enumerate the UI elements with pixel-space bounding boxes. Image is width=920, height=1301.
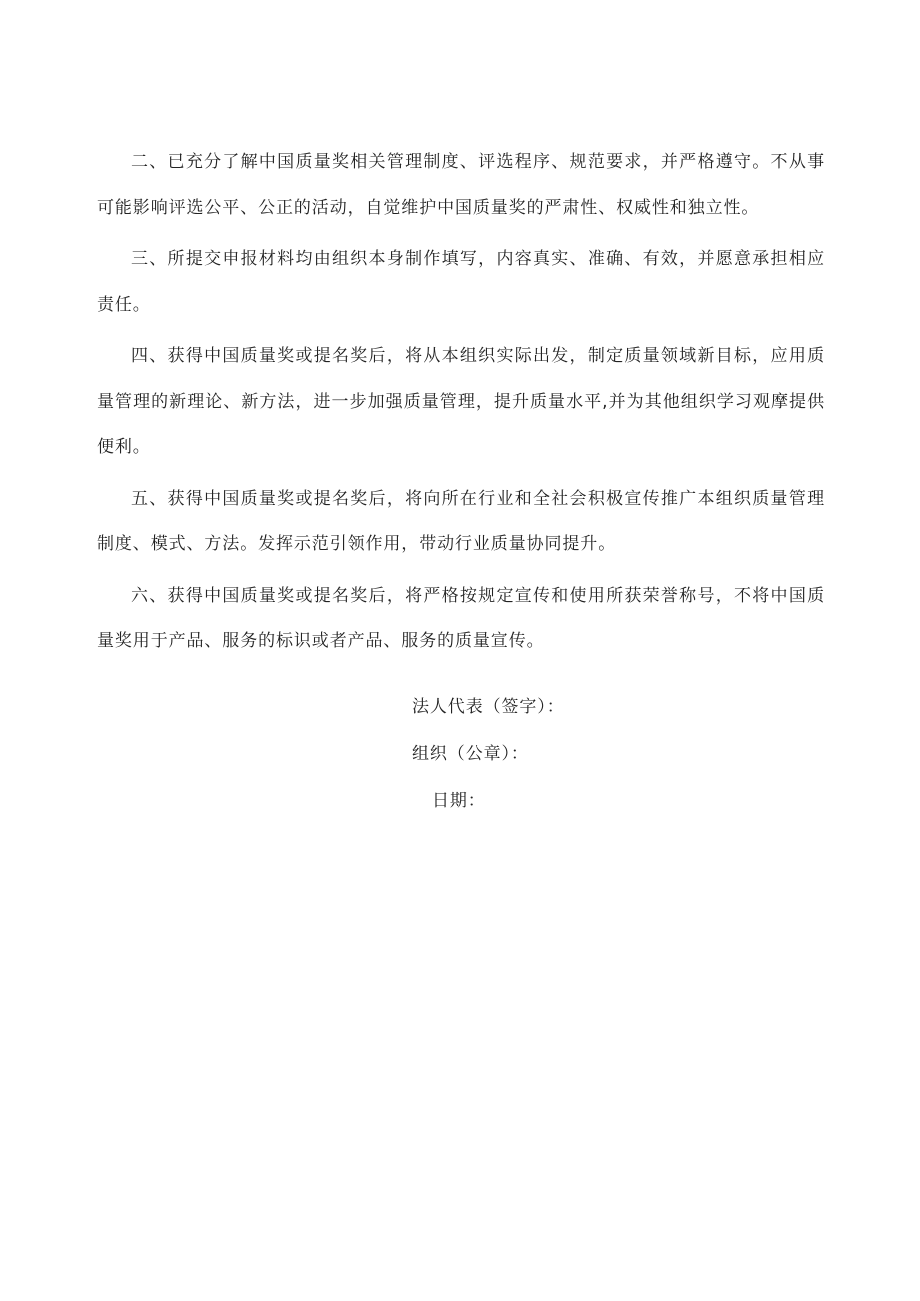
commitment-item-6: 六、获得中国质量奖或提名奖后，将严格按规定宣传和使用所获荣誉称号，不将中国质量奖用于产品、服务的标识或者产品、服务的质量宣传。 (97, 585, 825, 651)
commitment-item-4: 四、获得中国质量奖或提名奖后，将从本组织实际出发，制定质量领域新目标，应用质量管理的新理论、新方法，进一步加强质量管理，提升质量水平,并为其他组织学习观摩提供便利。 (97, 346, 825, 457)
organization-seal-label: 组织（公章）： (412, 744, 529, 764)
commitment-item-5: 五、获得中国质量奖或提名奖后，将向所在行业和全社会积极宣传推广本组织质量管理制度、模式、方法。发挥示范引领作用，带动行业质量协同提升。 (97, 488, 825, 554)
commitment-item-3: 三、所提交申报材料均由组织本身制作填写，内容真实、准确、有效，并愿意承担相应责任。 (97, 249, 825, 315)
commitment-item-2: 二、已充分了解中国质量奖相关管理制度、评选程序、规范要求，并严格遵守。不从事可能影响评选公平、公正的活动，自觉维护中国质量奖的严肃性、权威性和独立性。 (97, 152, 825, 218)
commitment-body (97, 140, 825, 671)
date-label: 日期： (432, 791, 486, 811)
legal-rep-signature-label: 法人代表（签字）： (412, 697, 565, 717)
signature-block (412, 684, 712, 825)
